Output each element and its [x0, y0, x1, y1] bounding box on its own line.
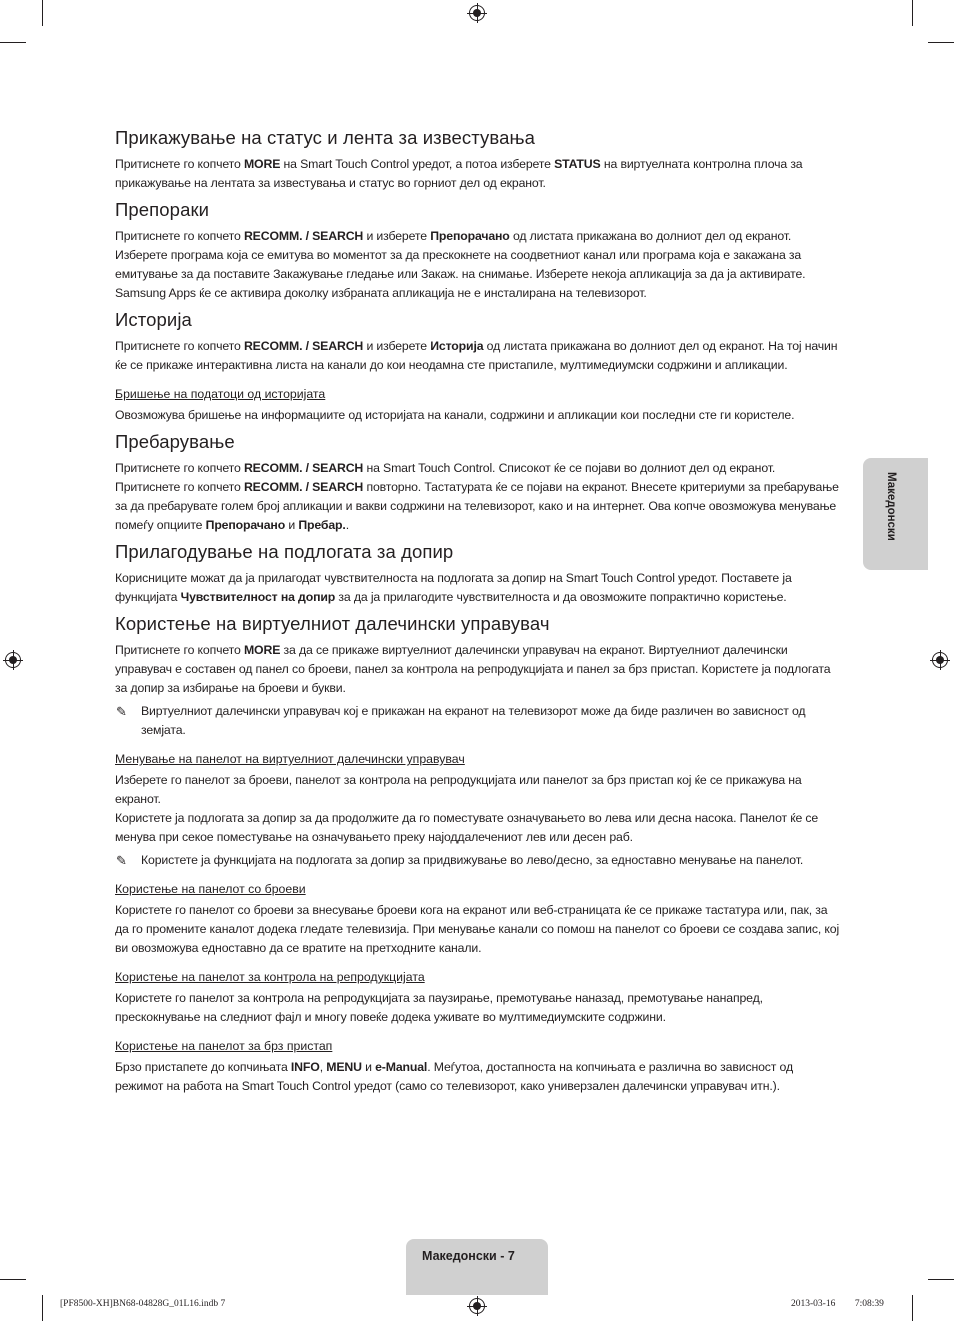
paragraph: Притиснете го копчето RECOMM. / SEARCH и изберете Историја од листата прикажана во долниот дел од екранот. На тој начин ќе се прикаже интерактивна листа на канали до кои неодамна сте пристапиле, мултимедиумски содржини и апликации.: [115, 339, 838, 372]
crop-mark: [42, 0, 43, 26]
section-search: [115, 431, 840, 535]
subsection-title: Бришење на податоци од историјата: [115, 387, 326, 401]
note: ✎ Користете ја функцијата на подлогата за допир за придвижување во лево/десно, за едноставно менување на панелот.: [116, 853, 804, 868]
paragraph: Притиснете го копчето MORE на Smart Touch Control уредот, а потоа изберете STATUS на виртуелната контролна плоча за прикажување на лентата за известувања и статус во горниот дел од екранот.: [115, 157, 803, 190]
page-content: [115, 127, 840, 1102]
paragraph: Притиснете го копчето RECOMM. / SEARCH на Smart Touch Control. Списокот ќе се појави во долниот дел од екранот. Притиснете го копчето RECOMM. / SEARCH повторно. Тастатурата ќе се појави на екранот. Внесете критериуми за пребарување за да пребарувате голем број апликации и вакви содржини на телевизорот, како и на интернет. Ова копче овозможува менување помеѓу опциите Препорачано и Пребар..: [115, 461, 839, 532]
paragraph: Користете ја подлогата за допир за да продолжите да го поместувате означувањето во лева или десна насока. Панелот ќе се менува при секое поместување на означувањето преку најоддалечениот лев или десен раб.: [115, 811, 819, 844]
section-title: Пребарување: [115, 431, 235, 452]
subsection-title: Користење на панелот за контрола на репродукцијата: [115, 970, 425, 984]
language-side-tab: Македонски: [863, 458, 928, 570]
section-history: [115, 309, 840, 425]
pencil-note-icon: ✎: [116, 853, 127, 868]
paragraph: Користете го панелот со броеви за внесување броеви кога на екранот или веб-страницата ќе се прикаже тастатура или, пак, за да го промените каналот додека гледате телевизија. При менување канали со помош на панелот со броеви се создава запис, кој ви овозможува едноставно да се вратите на претходните канали.: [115, 903, 840, 955]
print-slug-right: 2013-03-16 ￿￿ 7:08:39: [791, 1299, 884, 1309]
paragraph: Изберете го панелот за броеви, панелот за контрола на репродукцијата или панелот за брз пристап кој ќе се прикажува на екранот.: [115, 773, 802, 806]
crop-mark: [928, 42, 954, 43]
paragraph: Користете го панелот за контрола на репродукцијата за паузирање, премотување наназад, премотување нанапред, прескокнување на следниот фајл и многу повеќе додека уживате во мултимедиумските содржини.: [115, 991, 763, 1024]
section-title: Историја: [115, 309, 192, 330]
print-slug-left: [PF8500-XH]BN68-04828G_01L16.indb 7: [60, 1299, 226, 1309]
section-touchpad: [115, 541, 840, 607]
registration-mark-icon: [932, 652, 948, 668]
paragraph: Притиснете го копчето RECOMM. / SEARCH и изберете Препорачано од листата прикажана во долниот дел од екранот. Изберете програма која се емитува во моментот за да прескокнете на соодветниот канал или програма која е закажана за емитување за да поставите Закажување гледање или Закаж. на снимање. Изберете некоја апликација за да ја активирате. Samsung Apps ќе се активира доколку избраната апликација не е инсталирана на телевизорот.: [115, 229, 806, 300]
paragraph: Овозможува бришење на информациите од историјата на канали, содржини и апликации кои последни сте ги користеле.: [115, 408, 795, 422]
paragraph: Корисниците можат да ја прилагодат чувствителноста на подлогата за допир на Smart Touch Control уредот. Поставете ја функцијата Чувствителност на допир за да ја прилагодите чувствителноста и да овозможите попрактично користење.: [115, 571, 792, 604]
crop-mark: [928, 1279, 954, 1280]
section-recommendations: [115, 199, 840, 303]
crop-mark: [912, 0, 913, 26]
section-title: Прилагодување на подлогата за допир: [115, 541, 454, 562]
subsection-title: Користење на панелот за брз пристап: [115, 1039, 333, 1053]
section-title: Прикажување на статус и лента за известувања: [115, 127, 535, 148]
page-number-box: [406, 1239, 548, 1295]
registration-mark-icon: [469, 1298, 485, 1314]
pencil-note-icon: ✎: [116, 704, 127, 719]
crop-mark: [0, 42, 26, 43]
paragraph: Притиснете го копчето MORE за да се прикаже виртуелниот далечински управувач на екранот. Виртуелниот далечински управувач е составен од панел со броеви, панел за контрола на репродукцијата и панел за брз пристап. Користете ја подлогата за допир за избирање на броеви и букви.: [115, 643, 831, 695]
subsection-title: Менување на панелот на виртуелниот далечински управувач: [115, 752, 465, 766]
crop-mark: [912, 1295, 913, 1321]
subsection-title: Користење на панелот со броеви: [115, 882, 306, 896]
page-number: Македонски - 7: [422, 1249, 515, 1263]
crop-mark: [0, 1279, 26, 1280]
note: ✎ Виртуелниот далечински управувач кој е прикажан на екранот на телевизорот може да биде различен во зависност од земјата.: [115, 702, 840, 740]
crop-mark: [42, 1295, 43, 1321]
section-status: [115, 127, 840, 193]
registration-mark-icon: [5, 652, 21, 668]
section-virtual-remote: [115, 613, 840, 1096]
section-title: Користење на виртуелниот далечински управувач: [115, 613, 550, 634]
paragraph: Брзо пристапете до копчињата INFO, MENU и e-Manual. Меѓутоа, достапноста на копчињата е различна во зависност од режимот на работа на Smart Touch Control уредот (само со телевизорот, како универзален далечински управувач итн.).: [115, 1060, 793, 1093]
registration-mark-icon: [469, 5, 485, 21]
section-title: Препораки: [115, 199, 210, 220]
